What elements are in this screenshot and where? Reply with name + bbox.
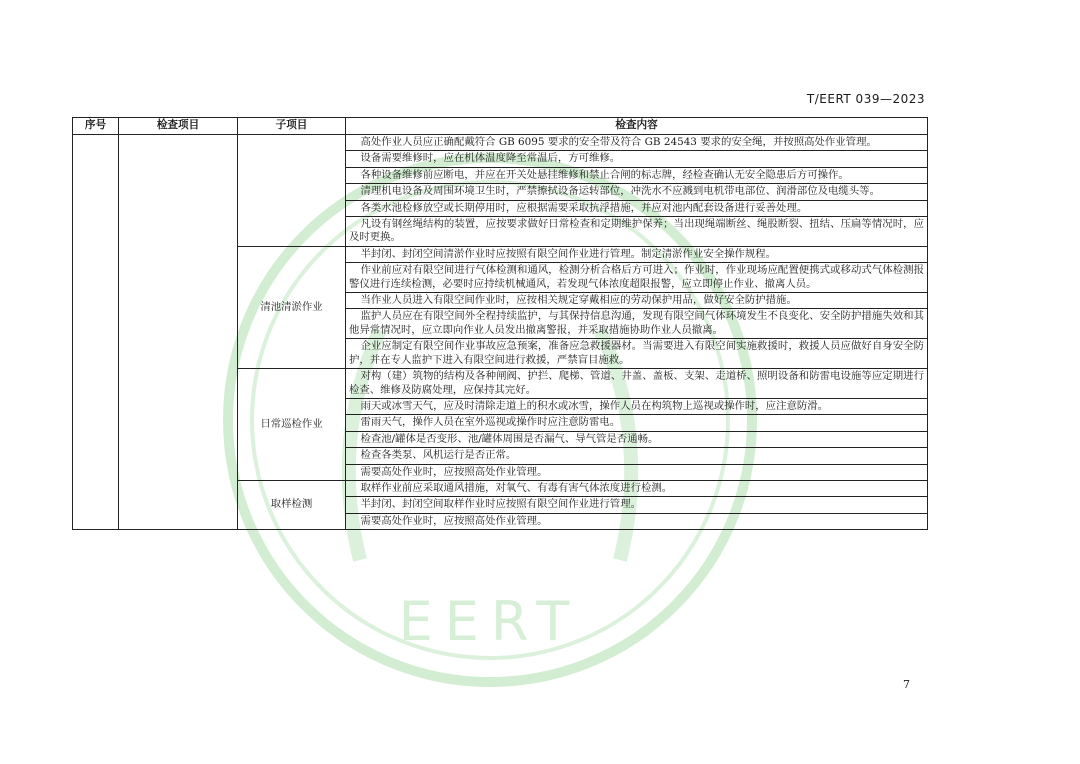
header-serial: 序号 xyxy=(73,118,119,135)
content-cell: 高处作业人员应正确配戴符合 GB 6095 要求的安全带及符合 GB 24543 要求的安全绳，并按照高处作业管理。 xyxy=(346,135,928,151)
content-cell: 清理机电设备及周围环境卫生时，严禁擦拭设备运转部位，冲洗水不应溅到电机带电部位、润滑部位及电缆头等。 xyxy=(346,184,928,200)
content-cell: 雷雨天气，操作人员在室外巡视或操作时应注意防雷电。 xyxy=(346,415,928,431)
serial-cell xyxy=(73,135,119,530)
content-cell: 当作业人员进入有限空间作业时，应按相关规定穿戴相应的劳动保护用品，做好安全防护措施。 xyxy=(346,293,928,309)
content-cell: 凡设有钢丝绳结构的装置，应按要求做好日常检查和定期维护保养；当出现绳端断丝、绳股断裂、扭结、压扁等情况时，应及时更换。 xyxy=(346,217,928,247)
page-number: 7 xyxy=(903,678,910,691)
content-cell: 雨天或冰雪天气，应及时清除走道上的积水或冰雪，操作人员在构筑物上巡视或操作时，应注意防滑。 xyxy=(346,398,928,414)
content-cell: 取样作业前应采取通风措施，对氧气、有毒有害气体浓度进行检测。 xyxy=(346,480,928,496)
content-cell: 对构（建）筑物的结构及各种闸阀、护拦、爬梯、管道、井盖、盖板、支架、走道桥、照明设备和防雷电设施等应定期进行检查、维修及防腐处理，应保持其完好。 xyxy=(346,369,928,399)
content-cell: 各类水池检修放空或长期停用时，应根据需要采取抗浮措施，并应对池内配套设备进行妥善处理。 xyxy=(346,200,928,216)
seal-text: EERT xyxy=(398,590,582,653)
content-cell: 各种设备维修前应断电，并应在开关处悬挂维修和禁止合闸的标志牌，经检查确认无安全隐患后方可操作。 xyxy=(346,167,928,183)
content-cell: 检查各类泵、风机运行是否正常。 xyxy=(346,448,928,464)
content-cell: 作业前应对有限空间进行气体检测和通风，检测分析合格后方可进入；作业时，作业现场应配置便携式或移动式气体检测报警仪进行连续检测，必要时应持续机械通风，若发现气体浓度超限报警，应立即停止作业、撤离人员。 xyxy=(346,263,928,293)
subitem-cell: 取样检测 xyxy=(238,480,346,529)
header-inspection-content: 检查内容 xyxy=(346,118,928,135)
subitem-cell: 日常巡检作业 xyxy=(238,369,346,481)
content-cell: 企业应制定有限空间作业事故应急预案，准备应急救援器材。当需要进入有限空间实施救援时，救援人员应做好自身安全防护，并在专人监护下进入有限空间进行救援，严禁盲目施救。 xyxy=(346,339,928,369)
content-cell: 监护人员应在有限空间外全程持续监护，与其保持信息沟通，发现有限空间气体环境发生不良变化、安全防护措施失效和其他异常情况时，应立即向作业人员发出撤离警报，并采取措施协助作业人员撤离。 xyxy=(346,309,928,339)
header-subitem: 子项目 xyxy=(238,118,346,135)
table-header-row xyxy=(73,118,928,135)
content-cell: 设备需要维修时，应在机体温度降至常温后，方可维修。 xyxy=(346,151,928,167)
subitem-cell: 清池清淤作业 xyxy=(238,246,346,368)
table-row xyxy=(73,135,928,151)
inspection-table xyxy=(72,117,928,530)
inspection-item-cell xyxy=(119,135,238,530)
header-inspection-item: 检查项目 xyxy=(119,118,238,135)
content-cell: 半封闭、封闭空间清淤作业时应按照有限空间作业进行管理。制定清淤作业安全操作规程。 xyxy=(346,246,928,262)
content-cell: 需要高处作业时，应按照高处作业管理。 xyxy=(346,464,928,480)
content-cell: 半封闭、封闭空间取样作业时应按照有限空间作业进行管理。 xyxy=(346,497,928,513)
subitem-cell xyxy=(238,135,346,247)
content-cell: 需要高处作业时，应按照高处作业管理。 xyxy=(346,513,928,529)
document-code: T/EERT 039—2023 xyxy=(806,92,925,106)
content-cell: 检查池/罐体是否变形、池/罐体周围是否漏气、导气管是否通畅。 xyxy=(346,431,928,447)
